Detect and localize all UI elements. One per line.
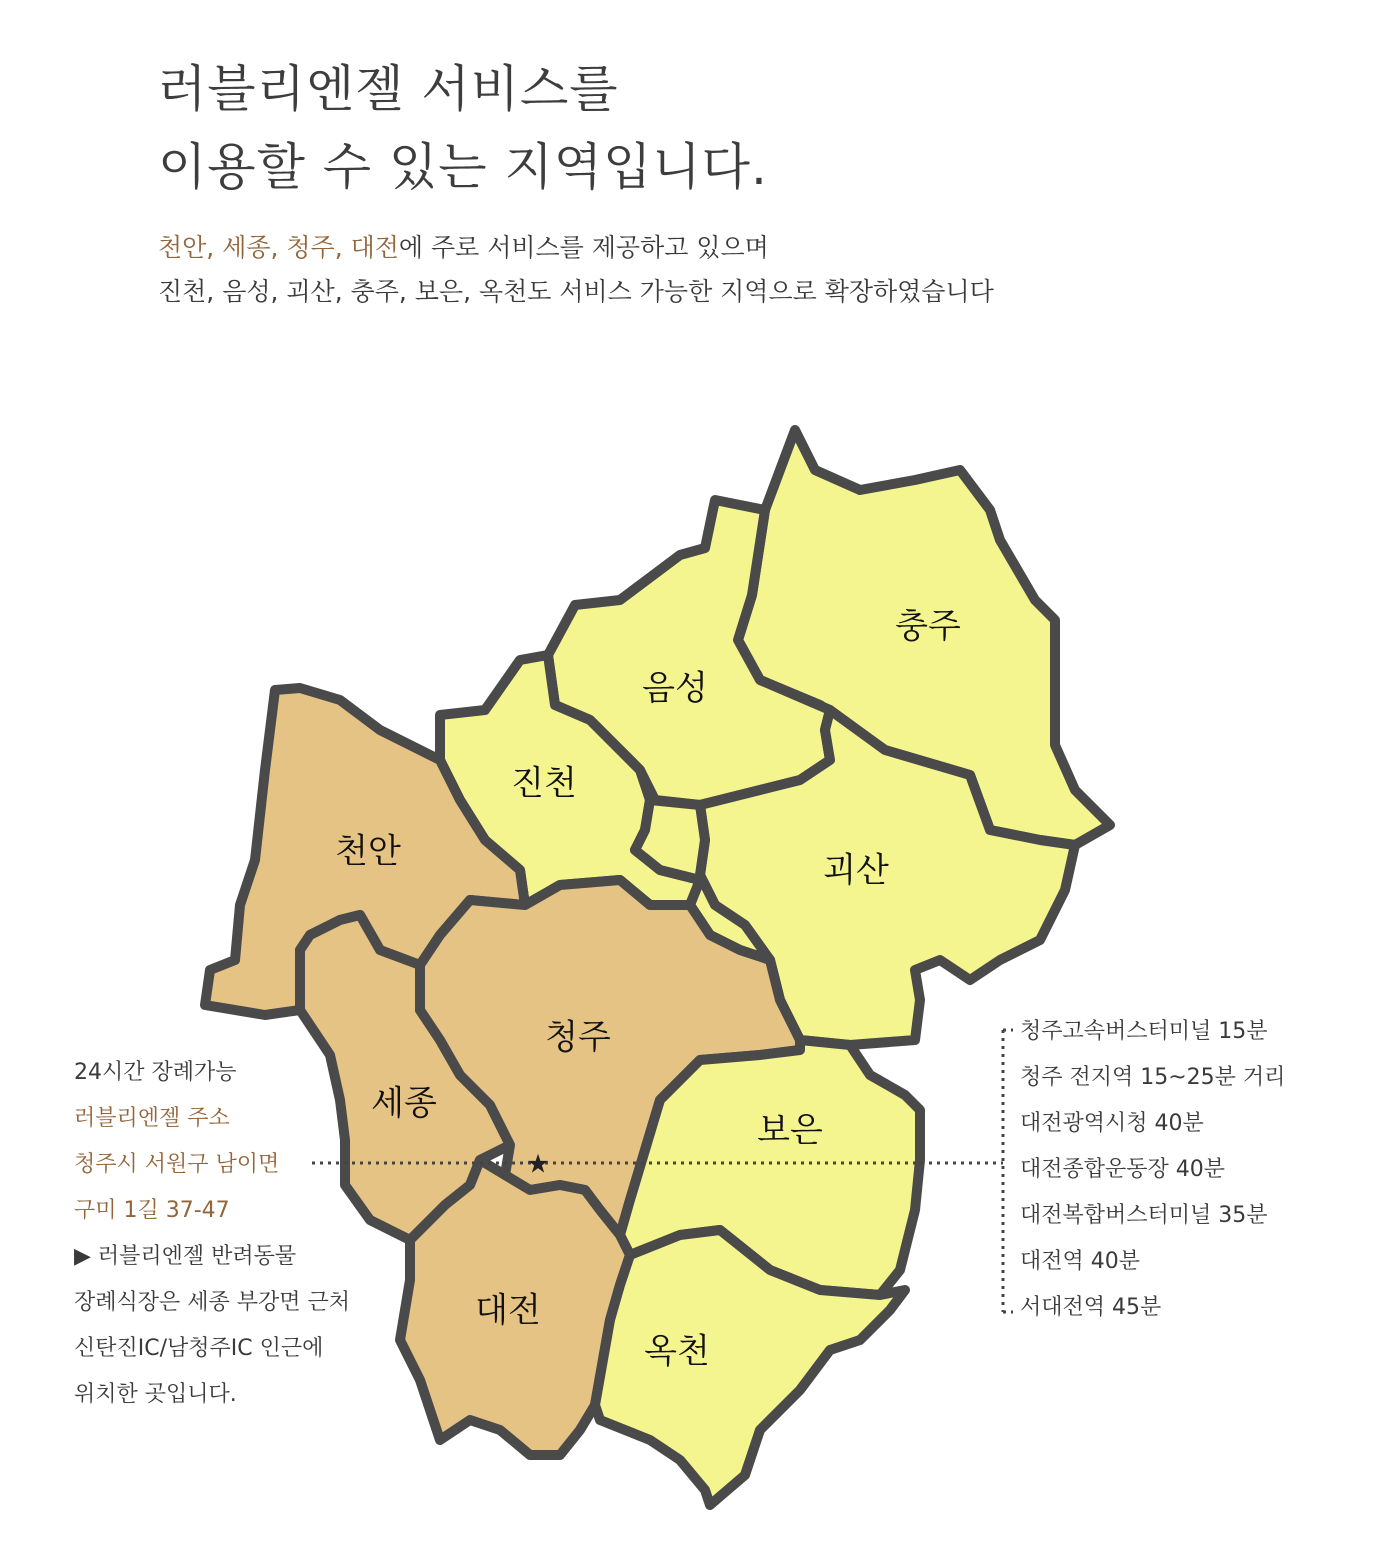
travel-time-item: 대전광역시청 40분 — [1020, 1111, 1204, 1136]
label-sejong: 세종 — [371, 1083, 437, 1124]
location-note-4: 위치한 곳입니다. — [74, 1382, 237, 1407]
travel-time-item: 청주 전지역 15~25분 거리 — [1020, 1065, 1286, 1090]
travel-time-list — [1020, 1009, 1285, 1331]
label-jincheon: 진천 — [511, 763, 577, 804]
location-note-3: 신탄진IC/남청주IC 인근에 — [74, 1336, 324, 1361]
travel-time-item: 대전종합운동장 40분 — [1020, 1157, 1226, 1182]
address-label: 러블리엔젤 주소 — [74, 1106, 230, 1131]
label-boeun: 보은 — [757, 1110, 823, 1151]
travel-time-item: 대전복합버스터미널 35분 — [1020, 1203, 1268, 1228]
address-line-2: 구미 1길 37-47 — [74, 1198, 230, 1223]
travel-time-item: 대전역 40분 — [1020, 1249, 1140, 1274]
label-chungju: 충주 — [895, 606, 961, 647]
headline-line-2: 이용할 수 있는 지역입니다. — [158, 138, 768, 196]
headline-line-1: 러블리엔젤 서비스를 — [158, 60, 619, 118]
label-okcheon: 옥천 — [644, 1331, 710, 1372]
label-eumseong: 음성 — [642, 668, 708, 709]
location-note-1: ▶ 러블리엔젤 반려동물 — [74, 1244, 297, 1269]
funeral-home-info — [74, 1050, 350, 1418]
description-line-2: 진천, 음성, 괴산, 충주, 보은, 옥천도 서비스 가능한 지역으로 확장하였습니다 — [158, 277, 994, 306]
label-daejeon: 대전 — [475, 1290, 541, 1331]
label-goesan: 괴산 — [823, 850, 889, 891]
description-line-1-rest: 에 주로 서비스를 제공하고 있으며 — [398, 233, 769, 262]
label-cheongju: 청주 — [545, 1017, 611, 1058]
travel-time-item: 청주고속버스터미널 15분 — [1020, 1019, 1268, 1044]
location-note-2: 장례식장은 세종 부강면 근처 — [74, 1290, 351, 1315]
info-24h: 24시간 장례가능 — [74, 1060, 237, 1085]
travel-time-item: 서대전역 45분 — [1020, 1295, 1162, 1320]
description-main-regions: 천안, 세종, 청주, 대전 — [158, 233, 399, 262]
address-line-1: 청주시 서원구 남이면 — [74, 1152, 280, 1177]
label-cheonan: 천안 — [335, 831, 401, 872]
location-star-marker: ★ — [526, 1149, 550, 1180]
